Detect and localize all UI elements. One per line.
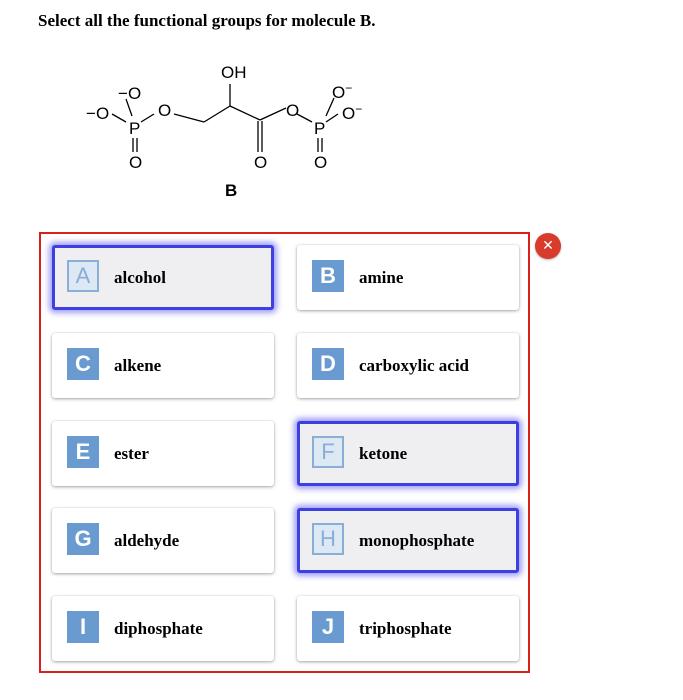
atom-o-double-left: O <box>129 153 143 172</box>
option-letter-badge: I <box>67 611 99 643</box>
atom-o-ester-left: O <box>158 101 172 120</box>
option-aldehyde[interactable] <box>52 508 274 573</box>
atom-o-minus-left: −O <box>86 104 110 123</box>
option-amine[interactable] <box>297 245 519 310</box>
option-letter-badge: G <box>67 523 99 555</box>
molecule-b-structure <box>80 58 380 203</box>
atom-o-minus-top-left: −O <box>118 84 142 103</box>
option-letter-badge: D <box>312 348 344 380</box>
option-letter-badge: J <box>312 611 344 643</box>
atom-p-right: P <box>314 119 326 138</box>
option-letter-badge: F <box>312 436 344 468</box>
option-label: ketone <box>359 443 408 463</box>
question-text: Select all the functional groups for molecule B. <box>38 11 376 30</box>
option-label: alkene <box>114 355 162 375</box>
option-label: diphosphate <box>114 618 203 638</box>
option-monophosphate[interactable] <box>297 508 519 573</box>
atom-p-left: P <box>129 119 141 138</box>
option-letter-badge: H <box>312 523 344 555</box>
atom-o-double-right: O <box>314 153 328 172</box>
option-label: aldehyde <box>114 530 180 550</box>
option-label: ester <box>114 443 149 463</box>
option-ester[interactable] <box>52 421 274 486</box>
option-label: carboxylic acid <box>359 355 470 375</box>
option-label: alcohol <box>114 267 166 287</box>
option-letter-badge: C <box>67 348 99 380</box>
molecule-label: B <box>225 181 238 200</box>
option-letter-badge: A <box>67 260 99 292</box>
option-label: monophosphate <box>359 530 475 550</box>
option-alcohol[interactable] <box>52 245 274 310</box>
molecule-diagram <box>80 58 380 203</box>
option-label: amine <box>359 267 404 287</box>
atom-o-ester-right: O <box>286 101 300 120</box>
option-label: triphosphate <box>359 618 452 638</box>
option-triphosphate[interactable] <box>297 596 519 661</box>
option-ketone[interactable] <box>297 421 519 486</box>
atom-oh: OH <box>221 63 247 82</box>
option-alkene[interactable] <box>52 333 274 398</box>
option-carboxylic-acid[interactable] <box>297 333 519 398</box>
option-letter-badge: B <box>312 260 344 292</box>
atom-o-minus-top-right: O− <box>332 81 353 102</box>
option-letter-badge: E <box>67 436 99 468</box>
option-diphosphate[interactable] <box>52 596 274 661</box>
close-icon[interactable]: ✕ <box>535 233 561 259</box>
atom-o-ketone: O <box>254 153 268 172</box>
atom-o-minus-right: O− <box>342 102 363 123</box>
